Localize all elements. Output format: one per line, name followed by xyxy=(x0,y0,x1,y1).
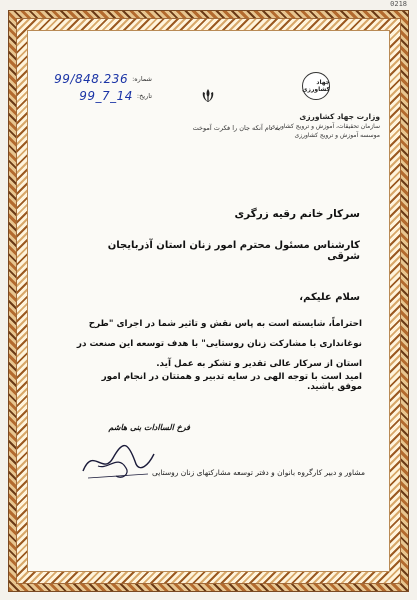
recipient-title: کارشناس مسئول محترم امور زنان استان آذربایجان شرقی xyxy=(107,240,360,262)
letter-closing: امید است با توجه الهی در سایه تدبیر و همتتان در انجام امور موفق باشید. xyxy=(101,372,362,392)
logo-text: جهاد کشاورزی xyxy=(302,79,330,93)
jahad-logo-icon xyxy=(302,72,330,100)
motto: به نام آنکه جان را فکرت آموخت xyxy=(192,124,280,132)
organization-name: سازمان تحقیقات، آموزش و ترویج کشاورزی xyxy=(270,123,380,130)
greeting: سلام علیکم، xyxy=(299,292,360,303)
reference-date-label: تاریخ: xyxy=(136,91,152,100)
ministry-logo xyxy=(302,72,330,100)
ministry-heading xyxy=(260,112,380,139)
reference-date-value: 99_7_14 xyxy=(79,88,133,103)
signer-name: فرخ الساادات بنی هاشم xyxy=(108,423,190,432)
letter-body: احتراماً، شایسته است به پاس نقش و تاثیر شما در اجرای "طرح نوغانداری با مشارکت زنان روستایی" با هدف توسعه این صنعت در استان از سرکار عالی تقدیر و تشکر به عمل آید. xyxy=(76,319,362,369)
reference-block xyxy=(42,70,152,104)
reference-number-label: شماره: xyxy=(132,74,152,83)
reference-number-row xyxy=(42,70,152,87)
signer-title: مشاور و دبیر کارگروه بانوان و دفتر توسعه مشارکتهای زنان روستایی xyxy=(151,468,365,477)
recipient-name: سرکار خانم رقیه زرگری xyxy=(234,208,360,220)
ministry-name: وزارت جهاد کشاورزی xyxy=(299,112,380,121)
institute-name: موسسه آموزش و ترویج کشاورزی xyxy=(294,132,380,139)
reference-number-value: 99/848.236 xyxy=(54,71,129,86)
reference-date-row xyxy=(42,87,152,104)
emblem-icon xyxy=(200,88,216,104)
handwritten-signature xyxy=(78,436,158,486)
page-corner-number: 0218 xyxy=(390,0,407,8)
